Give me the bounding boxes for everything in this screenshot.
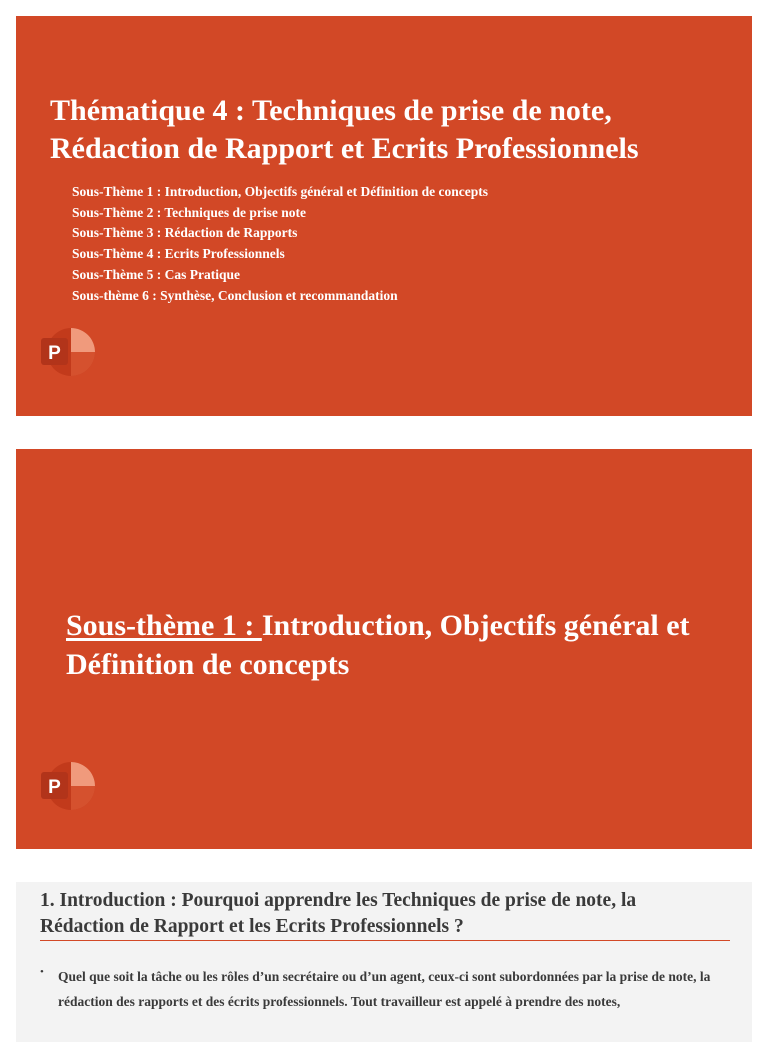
content-heading bbox=[40, 888, 730, 940]
title-slide bbox=[16, 16, 752, 416]
content-slide bbox=[16, 882, 752, 1042]
slide-title-line-1: Thématique 4 : Techniques de prise de note, bbox=[50, 94, 612, 127]
slide-title bbox=[50, 92, 730, 168]
powerpoint-logo-letter: P bbox=[48, 777, 61, 798]
section-title bbox=[66, 606, 752, 684]
powerpoint-logo-letter: P bbox=[48, 343, 61, 364]
section-title-rest: Introduction, Objectifs général et Définition de concepts bbox=[66, 609, 690, 681]
content-heading-line-1: 1. Introduction : Pourquoi apprendre les Techniques de prise de note, la bbox=[40, 890, 637, 911]
slide-title-line-2: Rédaction de Rapport et Ecrits Professionnels bbox=[50, 132, 639, 165]
body-paragraph: Quel que soit la tâche ou les rôles d’un secrétaire ou d’un agent, ceux-ci sont subordonnées par la prise de note, la rédaction des rapports et des écrits professionnels. Tout travailleur est appelé à prendre des notes, bbox=[58, 969, 711, 1009]
subtheme-item-2: Sous-Thème 2 : Techniques de prise note bbox=[72, 204, 307, 220]
subtheme-list bbox=[72, 182, 488, 306]
subtheme-item-5: Sous-Thème 5 : Cas Pratique bbox=[72, 266, 240, 282]
subtheme-item-4: Sous-Thème 4 : Ecrits Professionnels bbox=[72, 246, 285, 262]
powerpoint-logo-icon bbox=[40, 762, 96, 810]
powerpoint-logo-icon bbox=[40, 328, 96, 376]
subtheme-item-6: Sous-thème 6 : Synthèse, Conclusion et recommandation bbox=[72, 287, 398, 303]
heading-divider bbox=[40, 940, 730, 941]
section-slide bbox=[16, 449, 752, 849]
subtheme-item-3: Sous-Thème 3 : Rédaction de Rapports bbox=[72, 225, 298, 241]
subtheme-item-1: Sous-Thème 1 : Introduction, Objectifs général et Définition de concepts bbox=[72, 184, 488, 199]
content-heading-line-2: Rédaction de Rapport et les Ecrits Professionnels ? bbox=[40, 916, 464, 937]
section-title-lead: Sous-thème 1 : bbox=[66, 609, 262, 642]
bullet-icon: • bbox=[40, 966, 44, 978]
